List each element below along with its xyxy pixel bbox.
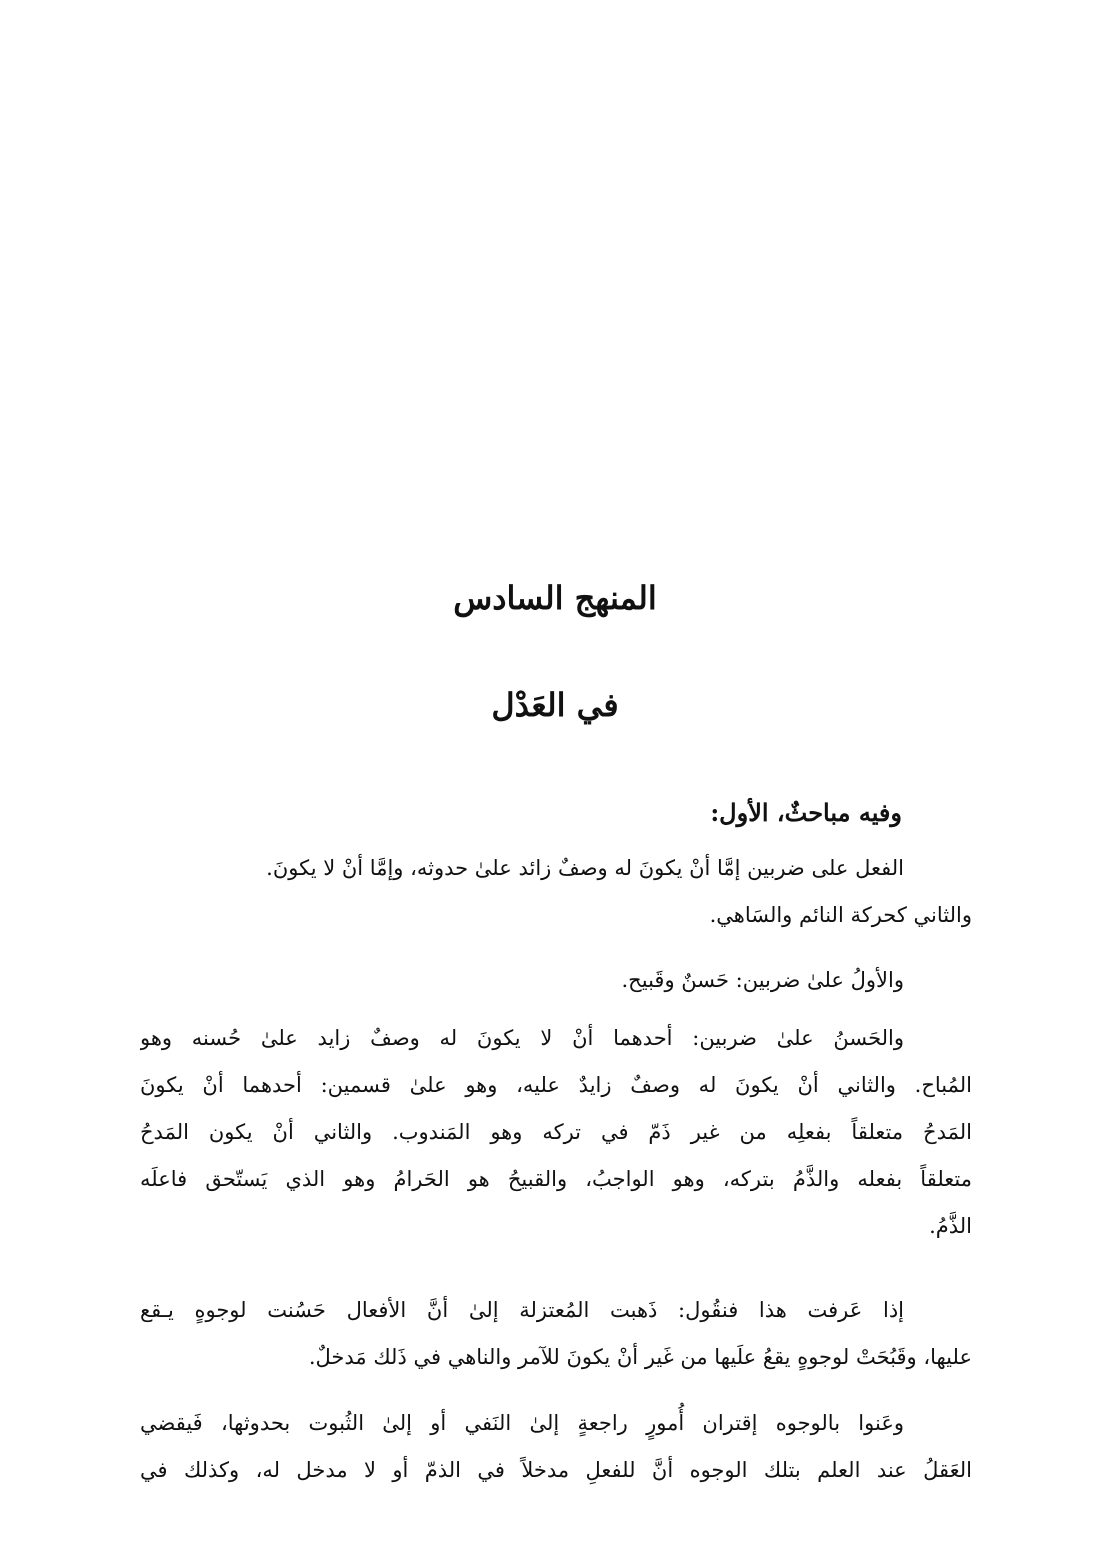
paragraph-4 <box>140 1287 972 1381</box>
text-line: والثاني كحركة النائم والسَاهي. <box>709 903 972 927</box>
text-line: الفعل على ضربين إمَّا أنْ يكونَ له وصفٌ زائد علىٰ حدوثه، وإمَّا أنْ لا يكونَ. <box>266 856 904 880</box>
text-line: والحَسنُ علىٰ ضربين: أحدهما أنْ لا يكونَ له وصفٌ زايد علىٰ حُسنه وهو <box>140 1026 904 1050</box>
text-line: عليها، وقَبُحَتْ لوجوهٍ يقعُ علَيها من غَير أنْ يكونَ للآمر والناهي في ذَلك مَدخلٌ. <box>308 1345 972 1369</box>
text-line: الذَّمُ. <box>929 1214 972 1238</box>
section-heading: وفيه مباحثٌ، الأول: <box>710 798 902 827</box>
paragraph-1 <box>140 845 972 939</box>
paragraph-5 <box>140 1400 972 1494</box>
text-line: إذا عَرفت هذا فنقُول: ذَهبت المُعتزلة إلىٰ أنَّ الأفعال حَسُنت لوجوهٍ يـقع <box>140 1298 904 1322</box>
paragraph-3 <box>140 1015 972 1250</box>
chapter-subtitle: في العَدْل <box>491 686 619 724</box>
text-line: وعَنوا بالوجوه إقتران أُمورٍ راجعةٍ إلىٰ النَفي أو إلىٰ الثُبوت بحدوثها، فَيقضي <box>140 1411 904 1435</box>
chapter-title: المنهج السادس <box>453 579 657 617</box>
text-line: المَدحُ متعلقاً بفعلِه من غير ذَمّ في تركه وهو المَندوب. والثاني أنْ يكون المَدحُ <box>140 1120 972 1144</box>
text-line: المُباح. والثاني أنْ يكونَ له وصفٌ زايدٌ عليه، وهو علىٰ قسمين: أحدهما أنْ يكونَ <box>140 1073 972 1097</box>
text-line: والأولُ علىٰ ضربين: حَسنٌ وقَبيح. <box>621 968 904 992</box>
paragraph-2 <box>140 957 972 1004</box>
text-line: العَقلُ عند العلم بتلك الوجوه أنَّ للفعلِ مدخلاً في الذمّ أو لا مدخل له، وكذلك في <box>140 1458 972 1482</box>
text-line: متعلقاً بفعله والذَّمُ بتركه، وهو الواجبُ، والقبيحُ هو الحَرامُ وهو الذي يَستّحق فاعلَه <box>140 1167 972 1191</box>
